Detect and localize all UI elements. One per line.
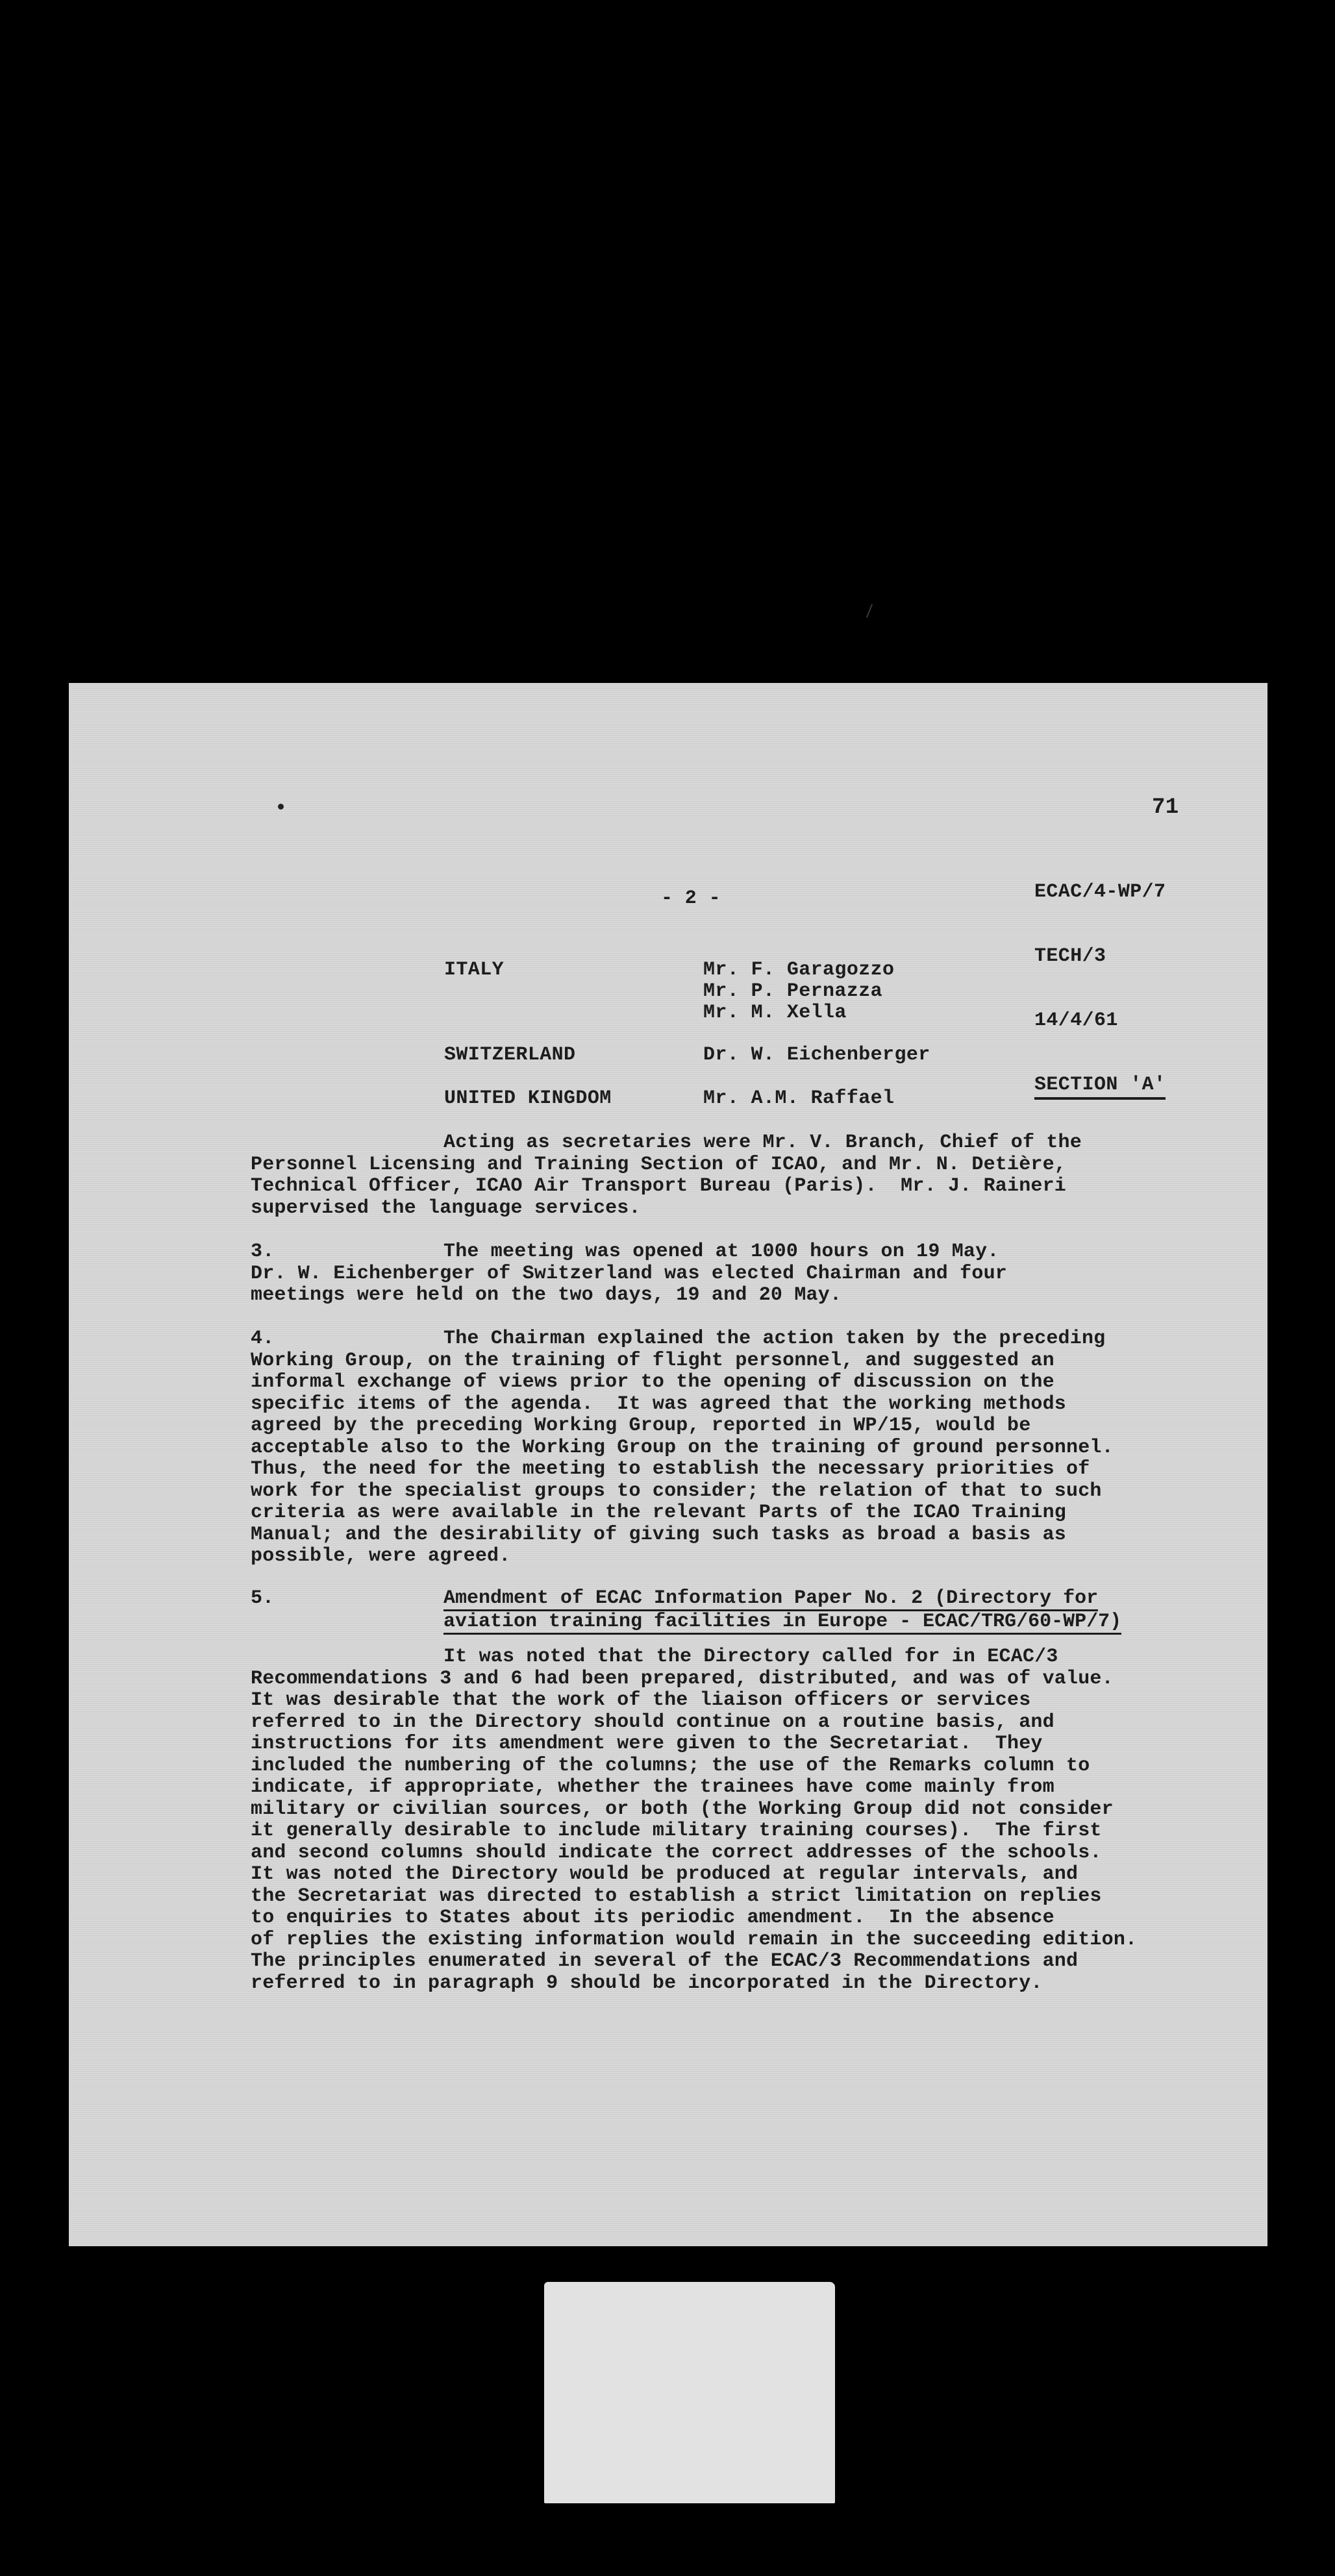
text-line: of replies the existing information would remain in the succeeding edition. [251,1928,1138,1951]
indent-spacer [251,1646,443,1668]
delegation-country: SWITZERLAND [444,1044,576,1066]
paragraph-number: 4. [251,1328,275,1350]
text-line: informal exchange of views prior to the opening of discussion on the [251,1371,1054,1393]
page-number: 71 [1152,795,1179,820]
indent-spacer [251,1132,443,1154]
paragraph-4 [251,1328,1225,1568]
text-line: Thus, the need for the meeting to establish the necessary priorities of [251,1458,1090,1480]
paragraph-number: 3. [251,1241,275,1263]
delegation-member: Mr. P. Pernazza [703,980,883,1002]
text-line: meetings were held on the two days, 19 and 20 May. [251,1284,842,1306]
film-scratch [866,604,873,617]
text-line: Working Group, on the training of flight personnel, and suggested an [251,1349,1054,1372]
text-line: It was desirable that the work of the liaison officers or services [251,1689,1031,1711]
text-line: it generally desirable to include military training courses). The first [251,1820,1102,1842]
section-heading [251,1588,1238,1635]
text-line: It was noted the Directory would be produced at regular intervals, and [251,1863,1079,1885]
paragraph-3 [251,1241,1225,1307]
text-line: to enquiries to States about its periodic amendment. In the absence [251,1907,1054,1929]
text-line: Acting as secretaries were Mr. V. Branch, Chief of the [443,1132,1082,1154]
text-line: military or civilian sources, or both (the Working Group did not consider [251,1798,1114,1820]
text-line: The meeting was opened at 1000 hours on 19 May. [443,1241,999,1263]
text-line: indicate, if appropriate, whether the trainees have come mainly from [251,1776,1054,1798]
heading-line: aviation training facilities in Europe - ECAC/TRG/60-WP/7) [443,1611,1121,1635]
text-line: instructions for its amendment were given to the Secretariat. They [251,1733,1043,1755]
text-line: acceptable also to the Working Group on the training of ground personnel. [251,1436,1114,1459]
text-line: Technical Officer, ICAO Air Transport Bureau (Paris). Mr. J. Raineri [251,1175,1067,1197]
text-line: It was noted that the Directory called for in ECAC/3 [443,1646,1058,1668]
text-line: Dr. W. Eichenberger of Switzerland was elected Chairman and four [251,1262,1007,1285]
text-line: work for the specialist groups to consider; the relation of that to such [251,1480,1102,1502]
blank-target-card [544,2282,835,2503]
paragraph-5 [251,1646,1225,1994]
delegation-country: UNITED KINGDOM [444,1087,612,1109]
delegation-member: Mr. A.M. Raffael [703,1087,895,1109]
secretaries-paragraph [251,1132,1225,1219]
reference-tech: TECH/3 [1034,945,1106,967]
delegation-member: Mr. F. Garagozzo [703,959,895,981]
text-line: agreed by the preceding Working Group, reported in WP/15, would be [251,1415,1031,1437]
text-line: referred to in the Directory should continue on a routine basis, and [251,1711,1054,1733]
text-line: The Chairman explained the action taken by the preceding [443,1328,1106,1350]
text-line: referred to in paragraph 9 should be incorporated in the Directory. [251,1972,1043,1994]
document-page [69,683,1267,2246]
document-reference [1034,839,1166,1143]
reference-code: ECAC/4-WP/7 [1034,881,1166,903]
text-line: included the numbering of the columns; the use of the Remarks column to [251,1754,1090,1777]
text-line: Personnel Licensing and Training Section of ICAO, and Mr. N. Detière, [251,1153,1067,1176]
text-line: criteria as were available in the relevant Parts of the ICAO Training [251,1502,1067,1524]
ink-dot [278,804,284,810]
heading-line: Amendment of ECAC Information Paper No. 2 (Directory for [443,1588,1098,1611]
text-line: Recommendations 3 and 6 had been prepared, distributed, and was of value. [251,1667,1114,1690]
text-line: supervised the language services. [251,1196,641,1219]
page-marker: - 2 - [661,887,721,910]
text-line: the Secretariat was directed to establish a strict limitation on replies [251,1885,1102,1907]
delegation-member: Dr. W. Eichenberger [703,1044,930,1066]
indent-spacer [251,1611,443,1635]
text-line: The principles enumerated in several of the ECAC/3 Recommendations and [251,1950,1079,1972]
text-line: specific items of the agenda. It was agreed that the working methods [251,1393,1067,1415]
delegation-member: Mr. M. Xella [703,1002,847,1024]
reference-section: SECTION 'A' [1034,1074,1166,1100]
delegation-country: ITALY [444,959,505,981]
text-line: possible, were agreed. [251,1545,511,1567]
text-line: Manual; and the desirability of giving such tasks as broad a basis as [251,1523,1067,1546]
reference-date: 14/4/61 [1034,1009,1118,1032]
text-line: and second columns should indicate the correct addresses of the schools. [251,1841,1102,1864]
paragraph-number: 5. [251,1587,275,1609]
